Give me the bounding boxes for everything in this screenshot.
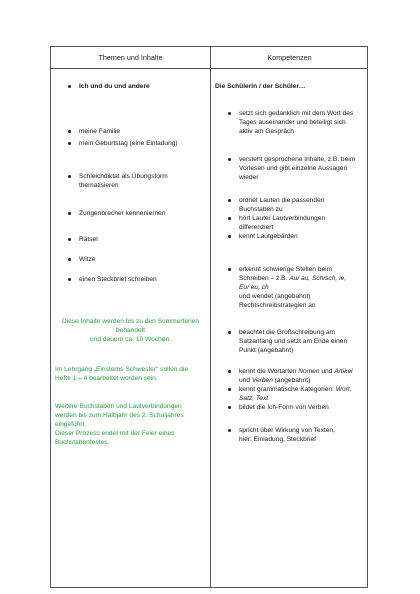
item-jokes: Witze [79,256,96,263]
competence-1-line1: setzt sich gedanklich mit dem Wort des [239,110,354,117]
note-course-line1: Im Lehrgang „Einsterns Schwester“ sollen die [55,366,189,373]
bullet-icon [68,85,71,88]
competence-10-line1: bildet die Ich-Form von Verben [239,404,329,411]
competence-9-text: kennt grammatische Kategorien: [239,386,336,393]
competence-9-line2: Satz, Text [239,395,269,402]
item-birthday: mein Geburtstag (eine Einladung) [79,140,178,147]
bullet-icon [68,258,71,261]
note-duration-line3: und dauern ca. 10 Wochen. [90,336,171,343]
competence-7-line1: beachtet die Großschreibung am [239,329,336,336]
competence-8-text: kennt die Wortarten [239,368,299,375]
note-letters-line1: Weitere Buchstaben und Lautverbindungen [55,403,182,410]
bullet-icon [228,199,231,202]
competence-6-line3: Eu/ eu, ch [239,284,269,291]
competence-6-examples: Au/ au, Sch/sch, ie, [289,275,347,282]
competence-8-line1 [239,367,353,376]
bullet-icon [228,158,231,161]
term-verben: Verben [251,377,273,384]
bullet-icon [68,130,71,133]
bullet-icon [228,331,231,334]
item-riddle: Rätsel [79,236,98,243]
competence-8-line2 [239,376,310,385]
term-nomen: Nomen [298,368,320,375]
competence-6-line5: Rechtschreibstrategien an [239,302,316,309]
note-duration-line1: Diese Inhalte werden bis zu den Sommerferien [61,318,200,325]
item-profile: einen Steckbrief schreiben [79,276,157,283]
competence-1-line2: Tages auseinander und beteiligt sich [239,119,346,126]
competence-4-line1: hört Laute/ Lautverbindungen [239,215,326,222]
competence-8-und: und [239,377,252,384]
note-letters-line4: Dieser Prozess endet mit der Feier eines [55,430,175,437]
header-themes: Themen und Inhalte [98,53,163,62]
competence-6-text: Schreiben – z.B. [239,275,290,282]
bullet-icon [68,278,71,281]
competence-2-line2: Vorlesen und gibt einzelne Aussagen [239,165,348,172]
bullet-icon [68,212,71,215]
item-tongue-twister: Zungenbrecher kennenlernen [79,210,166,217]
bullet-icon [68,142,71,145]
bullet-icon [228,235,231,238]
competence-11-line1: spricht über Wirkung von Texten, [239,427,335,434]
bullet-icon [228,429,231,432]
competence-11-line2: hier: Einladung, Steckbrief [239,436,316,443]
competence-7-line3: Punkt (angebahnt) [239,347,294,354]
note-letters-line5: Buchstabenfestes. [55,439,110,446]
bullet-icon [228,406,231,409]
topic-main: Ich und du und andere [79,83,150,90]
competence-4-line2: differenziert [239,224,274,231]
note-letters-line3: eingeführt. [55,421,87,428]
competence-3-line1: ordnet Lauten die passenden [239,197,325,204]
note-course-line2: Hefte 1 – 4 bearbeitet worden sein. [55,375,158,382]
competence-5-line1: kennt Lautgebärden [239,233,298,240]
competence-2-line1: versteht gesprochene Inhalte, z.B. beim [239,156,356,163]
note-letters-line2: werden bis zum Halbjahr des 2. Schuljahres [55,412,184,419]
item-family: meine Familie [79,128,121,135]
competence-9-line1 [239,385,352,394]
bullet-icon [228,112,231,115]
competence-6-line1: erkennt schwierige Stellen beim [239,266,333,273]
competence-6-line4: und wendet (angebahnt) [239,293,311,300]
item-dictation-line1: Schleichdiktat als Übungsform [79,173,168,180]
header-competences: Kompetenzen [267,53,312,62]
item-dictation-line2: thematisieren [79,182,119,189]
competence-8-note: (angebahnt) [272,377,311,384]
competence-2-line3: wieder [239,174,259,181]
bullet-icon [228,388,231,391]
bullet-icon [228,370,231,373]
note-duration-line2: behandelt [116,327,145,334]
competence-7-line2: Satzanfang und setzt am Ende einen [239,338,348,345]
competence-8-and: und [319,368,335,375]
competence-intro: Die Schülerin / der Schüler… [215,83,306,90]
competence-3-line2: Buchstaben zu [239,206,283,213]
term-wort: Wort, [335,386,352,393]
bullet-icon [228,268,231,271]
table-header-row [51,47,367,69]
bullet-icon [228,217,231,220]
competence-6-line2 [239,274,346,283]
term-artikel: Artikel [334,368,353,375]
bullet-icon [68,238,71,241]
bullet-icon [68,175,71,178]
competence-1-line3: aktiv am Gespräch [239,128,294,135]
column-divider [210,47,211,587]
curriculum-table [50,46,368,588]
